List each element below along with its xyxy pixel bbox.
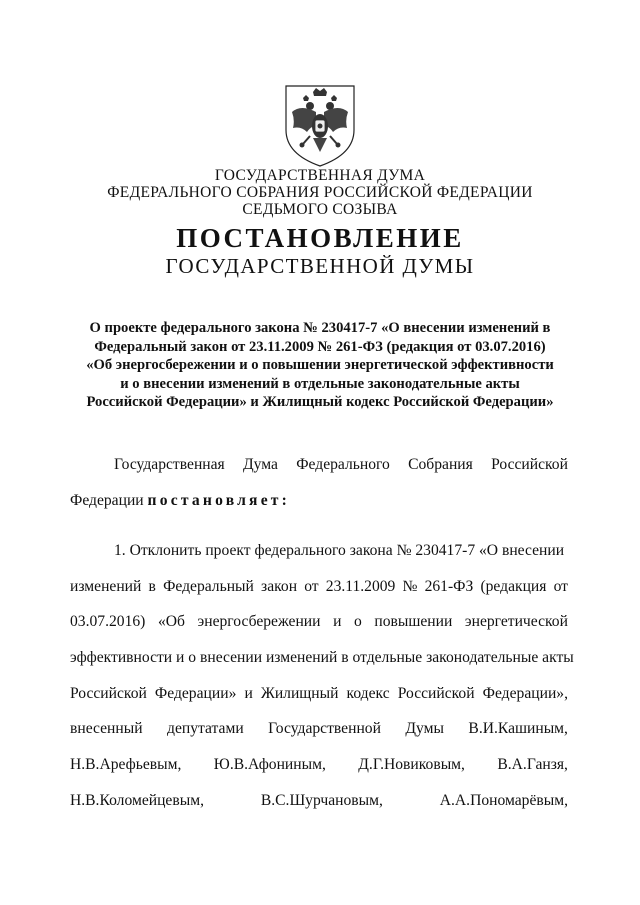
word: изменений bbox=[70, 578, 142, 595]
word: закон bbox=[261, 578, 298, 595]
word: Российской bbox=[397, 685, 475, 702]
word: Федерального bbox=[296, 456, 390, 473]
word: Государственной bbox=[268, 720, 381, 737]
coat-of-arms-emblem bbox=[283, 82, 357, 168]
word: А.А.Пономарёвым, bbox=[439, 792, 568, 809]
word: 261-ФЗ bbox=[424, 578, 474, 595]
word: Ю.В.Афониным, bbox=[213, 756, 326, 773]
word: В.А.Ганзя, bbox=[497, 756, 568, 773]
word: В.С.Шурчановым, bbox=[260, 792, 383, 809]
word: и bbox=[244, 685, 253, 702]
item1-line-1: 1. Отклонить проект федерального закона № 230417-7 «О внесении bbox=[114, 542, 565, 559]
item1-line-2 bbox=[70, 577, 568, 597]
item1-line-3 bbox=[70, 612, 568, 632]
word: 03.07.2016) bbox=[70, 613, 146, 630]
word: Федерации» bbox=[154, 685, 237, 702]
document-title: ПОСТАНОВЛЕНИЕ bbox=[176, 223, 464, 253]
bill-title-line: О проекте федерального закона № 230417-7 «О внесении изменений в bbox=[89, 320, 551, 336]
item1-line-6 bbox=[70, 719, 568, 739]
word: энергосбережении bbox=[197, 613, 321, 630]
header-line-federal-assembly: ФЕДЕРАЛЬНОГО СОБРАНИЯ РОССИЙСКОЙ ФЕДЕРАЦИИ bbox=[107, 184, 533, 201]
header-line-convocation: СЕДЬМОГО СОЗЫВА bbox=[242, 201, 398, 218]
word: В.И.Кашиным, bbox=[468, 720, 568, 737]
word: Жилищный bbox=[260, 685, 339, 702]
bill-title bbox=[66, 319, 574, 412]
word: депутатами bbox=[167, 720, 244, 737]
word: и bbox=[333, 613, 342, 630]
bill-title-line: Российской Федерации» и Жилищный кодекс Российской Федерации» bbox=[86, 394, 554, 410]
word: внесенный bbox=[70, 720, 143, 737]
item1-line-8 bbox=[70, 791, 568, 811]
item1-line-4: эффективности и о внесении изменений в отдельные законодательные акты bbox=[70, 649, 574, 666]
word: Д.Г.Новиковым, bbox=[358, 756, 465, 773]
word: от bbox=[553, 578, 568, 595]
item1-line-7 bbox=[70, 755, 568, 775]
word: в bbox=[148, 578, 156, 595]
word: Дума bbox=[243, 456, 278, 473]
word: Федерации», bbox=[482, 685, 568, 702]
preamble-line-2 bbox=[70, 491, 290, 511]
word: Российской bbox=[491, 456, 568, 473]
item1-line-5 bbox=[70, 684, 568, 704]
document-subtitle: ГОСУДАРСТВЕННОЙ ДУМЫ bbox=[165, 254, 475, 278]
word: о bbox=[354, 613, 362, 630]
word: № bbox=[402, 578, 418, 595]
bill-title-line: «Об энергосбережении и о повышении энергетической эффективности bbox=[86, 357, 554, 373]
word: Собрания bbox=[408, 456, 473, 473]
word: Думы bbox=[405, 720, 444, 737]
word: (редакция bbox=[480, 578, 547, 595]
bill-title-line: и о внесении изменений в отдельные законодательные акты bbox=[120, 375, 520, 392]
word: Н.В.Арефьевым, bbox=[70, 756, 182, 773]
preamble-text: Федерации bbox=[70, 492, 148, 509]
word: 23.11.2009 bbox=[325, 578, 396, 595]
word: «Об bbox=[157, 613, 185, 630]
word: повышении bbox=[374, 613, 453, 630]
header-line-duma: ГОСУДАРСТВЕННАЯ ДУМА bbox=[214, 167, 426, 184]
word: энергетической bbox=[464, 613, 568, 630]
resolves-word: постановляет: bbox=[147, 492, 291, 509]
preamble-line bbox=[114, 455, 568, 475]
word: от bbox=[304, 578, 319, 595]
word: Государственная bbox=[114, 456, 225, 473]
word: Н.В.Коломейцевым, bbox=[70, 792, 204, 809]
word: Федеральный bbox=[163, 578, 254, 595]
word: Российской bbox=[70, 685, 147, 702]
word: кодекс bbox=[346, 685, 390, 702]
bill-title-line: Федеральный закон от 23.11.2009 № 261-ФЗ (редакция от 03.07.2016) bbox=[94, 338, 546, 355]
